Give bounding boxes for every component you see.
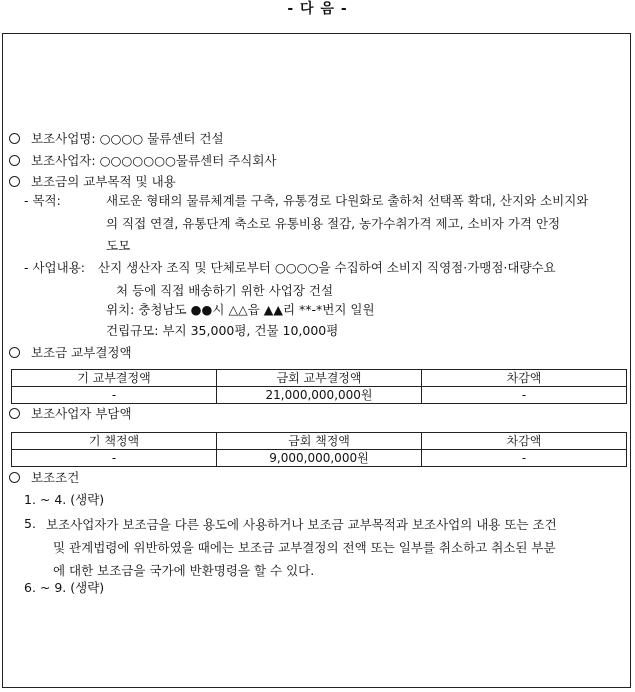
conditions-item-5-line: 에 대한 보조금을 국가에 반환명령을 할 수 있다. xyxy=(53,563,315,578)
purpose-text xyxy=(106,190,628,258)
project-name-item xyxy=(9,128,224,149)
table-row xyxy=(12,450,627,467)
conditions-section-title xyxy=(9,467,79,488)
business-label: - 사업내용: xyxy=(24,260,85,275)
purpose-line: 의 직접 연결, 유통단계 축소로 유통비용 절감, 농가수취가격 제고, 소비자 가격 안정 xyxy=(106,215,561,231)
conditions-section-title-text: 보조조건 xyxy=(30,470,80,485)
business-location: 위치: 충청남도 ●●시 △△읍 ▲▲리 **-*번지 일원 xyxy=(106,302,375,317)
project-name-value: ○○○○ 물류센터 건설 xyxy=(99,131,224,146)
business-text xyxy=(98,257,620,302)
purpose-line: 도모 xyxy=(106,238,131,253)
table-header-cell: 기 교부결정액 xyxy=(12,370,217,387)
operator-value: ○○○○○○○물류센터 주식회사 xyxy=(99,153,277,168)
conditions-item-5-line: 및 관계법령에 위반하였을 때에는 보조금 교부결정의 전액 또는 일부를 취소하고 취소된 부분 xyxy=(53,540,556,555)
burden-section-title xyxy=(9,403,132,424)
table-cell: - xyxy=(12,387,217,404)
table-cell: 21,000,000,000원 xyxy=(217,387,422,404)
table-header-cell: 기 책정액 xyxy=(12,433,217,450)
conditions-item-6-9: 6. ~ 9. (생략) xyxy=(24,580,105,595)
conditions-item-1-4: 1. ~ 4. (생략) xyxy=(24,492,105,507)
table-cell: - xyxy=(12,450,217,467)
document-heading: - 다 음 - xyxy=(287,1,348,17)
operator-label: 보조사업자: xyxy=(30,153,96,168)
business-scale: 건립규모: 부지 35,000평, 건물 10,000평 xyxy=(106,323,339,338)
conditions-item-5-text xyxy=(46,513,628,582)
business-line: 산지 생산자 조직 및 단체로부터 ○○○○을 수집하여 소비지 직영점·가맹점·대량수요 xyxy=(98,260,556,275)
purpose-line: 새로운 형태의 물류체계를 구축, 유통경로 다원화로 출하처 선택폭 확대, 산지와 소비지와 xyxy=(106,193,589,208)
table-header-cell: 금회 교부결정액 xyxy=(217,370,422,387)
table-header-cell: 차감액 xyxy=(422,370,627,387)
table-cell: - xyxy=(422,450,627,467)
table-header-row xyxy=(12,370,627,387)
purpose-section-title xyxy=(9,171,176,192)
grant-table xyxy=(11,369,627,404)
business-line: 처 등에 직접 배송하기 위한 사업장 건설 xyxy=(116,282,334,298)
table-row xyxy=(12,387,627,404)
table-header-row xyxy=(12,433,627,450)
purpose-section-title-text: 보조금의 교부목적 및 내용 xyxy=(30,174,176,189)
table-cell: - xyxy=(422,387,627,404)
operator-item xyxy=(9,150,277,171)
conditions-item-5-line: 보조사업자가 보조금을 다른 용도에 사용하거나 보조금 교부목적과 보조사업의 내용 또는 조건 xyxy=(46,517,557,532)
conditions-item-5-number: 5. xyxy=(24,516,36,531)
burden-section-title-text: 보조사업자 부담액 xyxy=(30,406,132,421)
grant-section-title xyxy=(9,342,132,363)
burden-table xyxy=(11,432,627,467)
table-cell: 9,000,000,000원 xyxy=(217,450,422,467)
grant-section-title-text: 보조금 교부결정액 xyxy=(30,345,132,360)
purpose-label: - 목적: xyxy=(24,193,61,208)
project-name-label: 보조사업명: xyxy=(30,131,96,146)
table-header-cell: 금회 책정액 xyxy=(217,433,422,450)
table-header-cell: 차감액 xyxy=(422,433,627,450)
